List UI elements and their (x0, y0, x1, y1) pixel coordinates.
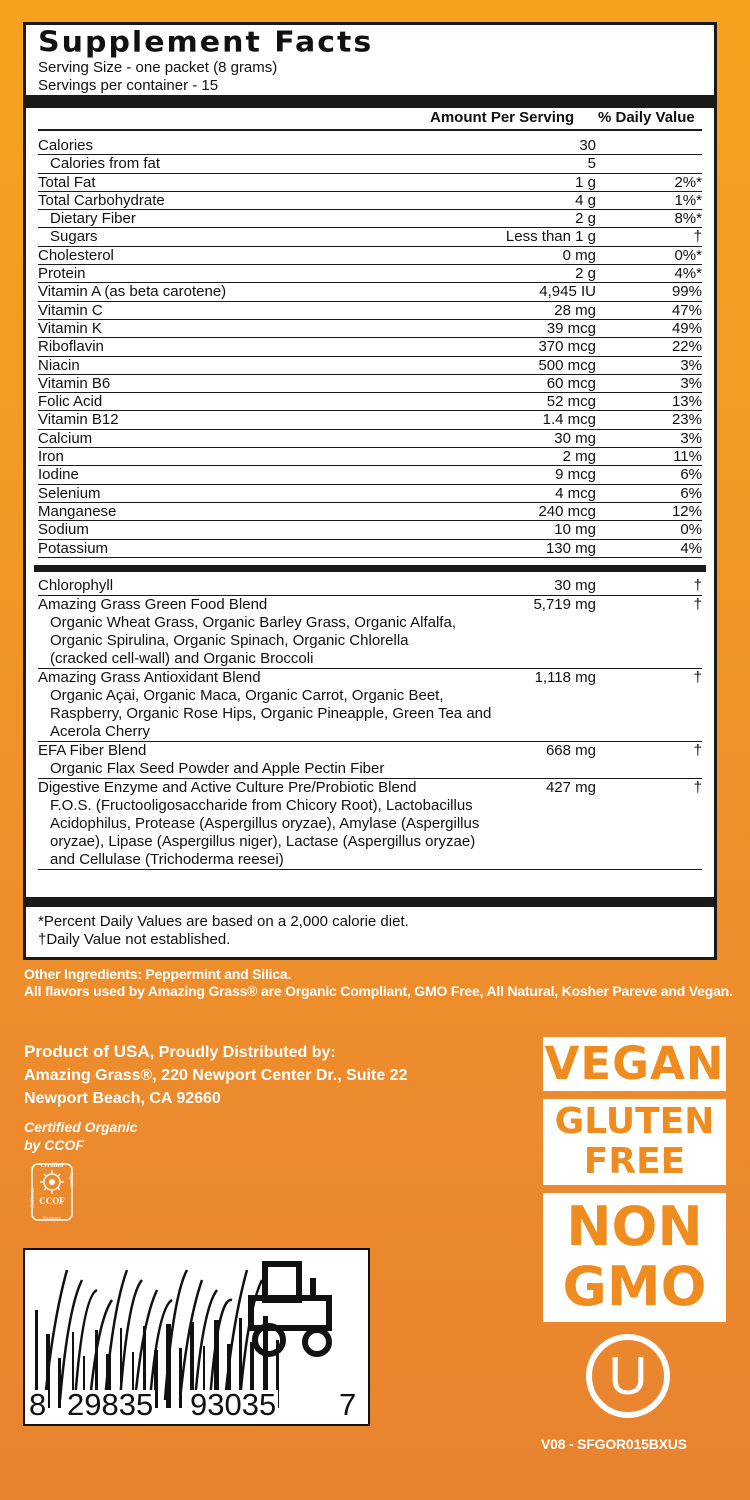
nutrient-name: Manganese (38, 502, 117, 520)
nutrient-name: Vitamin A (as beta carotene) (38, 283, 227, 301)
header-divider (38, 129, 702, 131)
blend-amount: 668 mg (545, 742, 596, 759)
nutrient-amount: 9 mcg (555, 466, 596, 484)
nutrient-amount: 0 mg (562, 246, 596, 264)
nutrient-name: Sodium (38, 521, 89, 539)
nutrient-name: Folic Acid (38, 393, 103, 411)
grass-blade (225, 1270, 247, 1400)
blend-ingredients: Organic Flax Seed Powder and Apple Pectin Fiber (50, 760, 385, 777)
nutrient-name: Vitamin K (38, 319, 102, 337)
nutrient-amount: 39 mcg (546, 319, 596, 337)
nutrient-row (38, 283, 702, 301)
nutrient-row (38, 411, 702, 429)
blend-amount: 427 mg (545, 779, 596, 796)
blend-row (38, 577, 702, 596)
blend-daily-value: † (693, 669, 702, 686)
non-text: NON (566, 1195, 703, 1258)
header-daily-value: % Daily Value (598, 109, 695, 126)
nutrient-row (38, 247, 702, 265)
nutrient-amount: 2 g (575, 210, 596, 228)
nutrient-row (38, 210, 702, 228)
ccof-california-text: California (31, 1187, 36, 1208)
nutrient-name: Dietary Fiber (50, 210, 136, 228)
distributed-by: Proudly Distributed by: (154, 1044, 336, 1061)
nutrient-row (38, 448, 702, 466)
nutrient-daily-value: 6% (680, 466, 702, 484)
product-code: V08 - SFGOR015BXUS (541, 1436, 687, 1452)
nutrient-row (38, 430, 702, 448)
nutrient-amount: 4 mcg (555, 484, 596, 502)
nutrient-name: Vitamin B12 (38, 411, 119, 429)
blend-ingredients: Organic Wheat Grass, Organic Barley Grass, Organic Alfalfa, Organic Spirulina, Organic Spinach, Organic Chlorella (cracked cell-wall) and Organic Broccoli (50, 614, 456, 667)
nutrient-amount: Less than 1 g (505, 228, 596, 246)
nutrient-row (38, 485, 702, 503)
nutrient-name: Protein (38, 265, 86, 283)
blend-ingredients: F.O.S. (Fructooligosaccharide from Chicory Root), Lactobacillus Acidophilus, Protease (Aspergillus oryzae), Amylase (Aspergillus oryzae), Lipase (Aspergillus niger), Lactase (Aspergillus oryzae) and Cellulase (Trichoderma reesei) (50, 797, 480, 868)
nutrient-daily-value: 12% (671, 502, 702, 520)
blend-name: Chlorophyll (38, 577, 114, 594)
nutrient-row (38, 302, 702, 320)
free-text: FREE (583, 1141, 686, 1182)
nutrient-daily-value: 3% (680, 374, 702, 392)
nutrient-name: Selenium (38, 484, 101, 502)
mid-divider (34, 565, 706, 572)
nutrient-row (38, 137, 702, 155)
nutrient-name: Total Carbohydrate (38, 191, 165, 209)
nutrient-amount: 5 (587, 155, 596, 173)
nutrient-amount: 52 mcg (546, 393, 596, 411)
gluten-text: GLUTEN (554, 1101, 715, 1142)
barcode-left-digits: 29835 (67, 1387, 154, 1422)
blend-daily-value: † (693, 742, 702, 759)
nutrient-name: Potassium (38, 539, 109, 557)
nutrient-daily-value: 49% (671, 319, 702, 337)
nutrient-row (38, 393, 702, 411)
nutrient-amount: 10 mg (554, 521, 596, 539)
blend-amount: 5,719 mg (533, 596, 596, 613)
nutrient-name: Vitamin B6 (38, 374, 111, 392)
blend-name: EFA Fiber Blend (38, 742, 147, 759)
grass-blade (120, 1280, 142, 1400)
distributor-block (24, 1040, 494, 1110)
kosher-letter: U (608, 1346, 648, 1406)
barcode (23, 1248, 370, 1426)
gmo-text: GMO (562, 1255, 707, 1318)
nutrient-amount: 30 (579, 137, 596, 154)
nutrient-row (38, 357, 702, 375)
supplement-facts-panel (23, 22, 717, 960)
nutrient-amount: 240 mcg (538, 502, 596, 520)
nutrient-daily-value: 0%* (674, 246, 702, 264)
nutrient-row (38, 338, 702, 356)
nutrient-daily-value: 4% (680, 539, 702, 557)
nutrient-amount: 2 mg (562, 448, 596, 466)
ccof-farmers-text: Farmers (42, 1216, 62, 1222)
nutrient-amount: 1.4 mcg (542, 411, 596, 429)
grass-blade (75, 1290, 97, 1400)
gluten-free-badge (543, 1099, 726, 1185)
nutrient-amount: 370 mcg (538, 338, 596, 356)
ccof-certified-text: Certified (40, 1163, 64, 1169)
nutrient-name: Riboflavin (38, 338, 104, 356)
nutrient-amount: 130 mg (545, 539, 596, 557)
serving-size: Serving Size - one packet (8 grams) (38, 59, 278, 76)
nutrient-name: Cholesterol (38, 246, 114, 264)
footnote-daily-values: *Percent Daily Values are based on a 2,000 calorie diet. (38, 913, 409, 930)
nutrient-amount: 30 mg (554, 429, 596, 447)
nutrient-daily-value: 3% (680, 429, 702, 447)
grass-blade (60, 1280, 82, 1400)
nutrient-daily-value: 3% (680, 356, 702, 374)
footnote-dagger: †Daily Value not established. (38, 931, 231, 948)
nutrient-row (38, 375, 702, 393)
nutrient-row (38, 503, 702, 521)
nutrient-daily-value: 1%* (674, 191, 702, 209)
grass-blade (195, 1290, 217, 1400)
tractor-icon (251, 1264, 329, 1354)
nutrient-daily-value: † (693, 228, 702, 246)
blend-row (38, 669, 702, 742)
product-origin: Product of USA, (24, 1042, 155, 1061)
nutrient-daily-value: 22% (671, 338, 702, 356)
nutrient-row (38, 174, 702, 192)
blend-daily-value: † (693, 577, 702, 594)
nutrient-daily-value: 23% (671, 411, 702, 429)
barcode-lead-digit: 8 (29, 1387, 47, 1422)
nutrient-amount: 60 mcg (546, 374, 596, 392)
nutrient-row (38, 192, 702, 210)
blend-name: Digestive Enzyme and Active Culture Pre/Probiotic Blend (38, 779, 417, 796)
ccof-organic-text: Organic (68, 1172, 73, 1189)
nutrient-name: Calcium (38, 429, 93, 447)
blend-row (38, 742, 702, 779)
distributor-city: Newport Beach, CA 92660 (24, 1090, 221, 1107)
nutrient-name: Calories from fat (50, 155, 161, 173)
other-ingredients-block (24, 966, 739, 1000)
barcode-check-digit: 7 (339, 1387, 357, 1422)
facts-title: Supplement Facts (38, 25, 374, 60)
nutrient-amount: 500 mcg (538, 356, 596, 374)
blend-amount: 1,118 mg (534, 669, 596, 686)
header-amount: Amount Per Serving (430, 109, 575, 126)
nutrient-name: Vitamin C (38, 301, 103, 319)
nutrient-amount: 1 g (575, 173, 596, 191)
nutrient-amount: 28 mg (554, 301, 596, 319)
vegan-badge: VEGAN (544, 1037, 725, 1090)
blend-row (38, 596, 702, 669)
certified-line-2: by CCOF (24, 1137, 84, 1153)
nutrient-row (38, 155, 702, 173)
blend-name: Amazing Grass Green Food Blend (38, 596, 268, 613)
blend-ingredients: Organic Açai, Organic Maca, Organic Carrot, Organic Beet, Raspberry, Organic Rose Hips, Organic Pineapple, Green Tea and Acerola Cherry (50, 687, 492, 740)
ccof-center-text: CCOF (39, 1196, 65, 1206)
ccof-logo (28, 1158, 76, 1228)
blend-daily-value: † (693, 779, 702, 796)
barcode-right-digits: 93035 (190, 1387, 277, 1422)
kosher-symbol (586, 1334, 670, 1418)
nutrient-daily-value: 13% (671, 393, 702, 411)
nutrient-daily-value: 11% (673, 448, 702, 466)
nutrient-row (38, 521, 702, 539)
nutrient-daily-value: 2%* (674, 173, 702, 191)
servings-per-container: Servings per container - 15 (38, 77, 219, 94)
blend-daily-value: † (693, 596, 702, 613)
nutrient-table (38, 137, 702, 558)
certified-line-1: Certified Organic (24, 1119, 138, 1135)
nutrient-daily-value: 47% (671, 301, 702, 319)
nutrient-name: Iron (38, 448, 64, 466)
nutrient-name: Niacin (38, 356, 80, 374)
blend-row (38, 779, 702, 870)
other-ingredients: Other Ingredients: Peppermint and Silica. (24, 966, 292, 982)
certified-organic (24, 1118, 138, 1154)
nutrient-amount: 4 g (575, 191, 596, 209)
nutrient-daily-value: 8%* (674, 210, 702, 228)
flavors-note: All flavors used by Amazing Grass® are Organic Compliant, GMO Free, All Natural, Kosher Pareve and Vegan. (24, 983, 733, 999)
nutrient-name: Calories (38, 137, 94, 154)
nutrient-row (38, 265, 702, 283)
nutrient-daily-value: 99% (671, 283, 702, 301)
nutrient-daily-value: 4%* (674, 265, 702, 283)
non-gmo-badge (543, 1193, 726, 1322)
blend-name: Amazing Grass Antioxidant Blend (38, 669, 261, 686)
nutrient-daily-value: 0% (680, 521, 702, 539)
nutrient-name: Sugars (50, 228, 98, 246)
nutrient-daily-value: 6% (680, 484, 702, 502)
bottom-divider (26, 897, 714, 907)
nutrient-row (38, 466, 702, 484)
distributor-address: Amazing Grass®, 220 Newport Center Dr., Suite 22 (24, 1067, 408, 1084)
nutrient-amount: 2 g (575, 265, 596, 283)
thick-divider (26, 95, 714, 108)
blend-amount: 30 mg (554, 577, 596, 594)
nutrient-name: Total Fat (38, 173, 96, 191)
nutrient-row (38, 228, 702, 246)
nutrient-amount: 4,945 IU (539, 283, 596, 301)
nutrient-row (38, 540, 702, 558)
nutrient-row (38, 320, 702, 338)
nutrient-name: Iodine (38, 466, 79, 484)
blend-table (38, 577, 702, 870)
